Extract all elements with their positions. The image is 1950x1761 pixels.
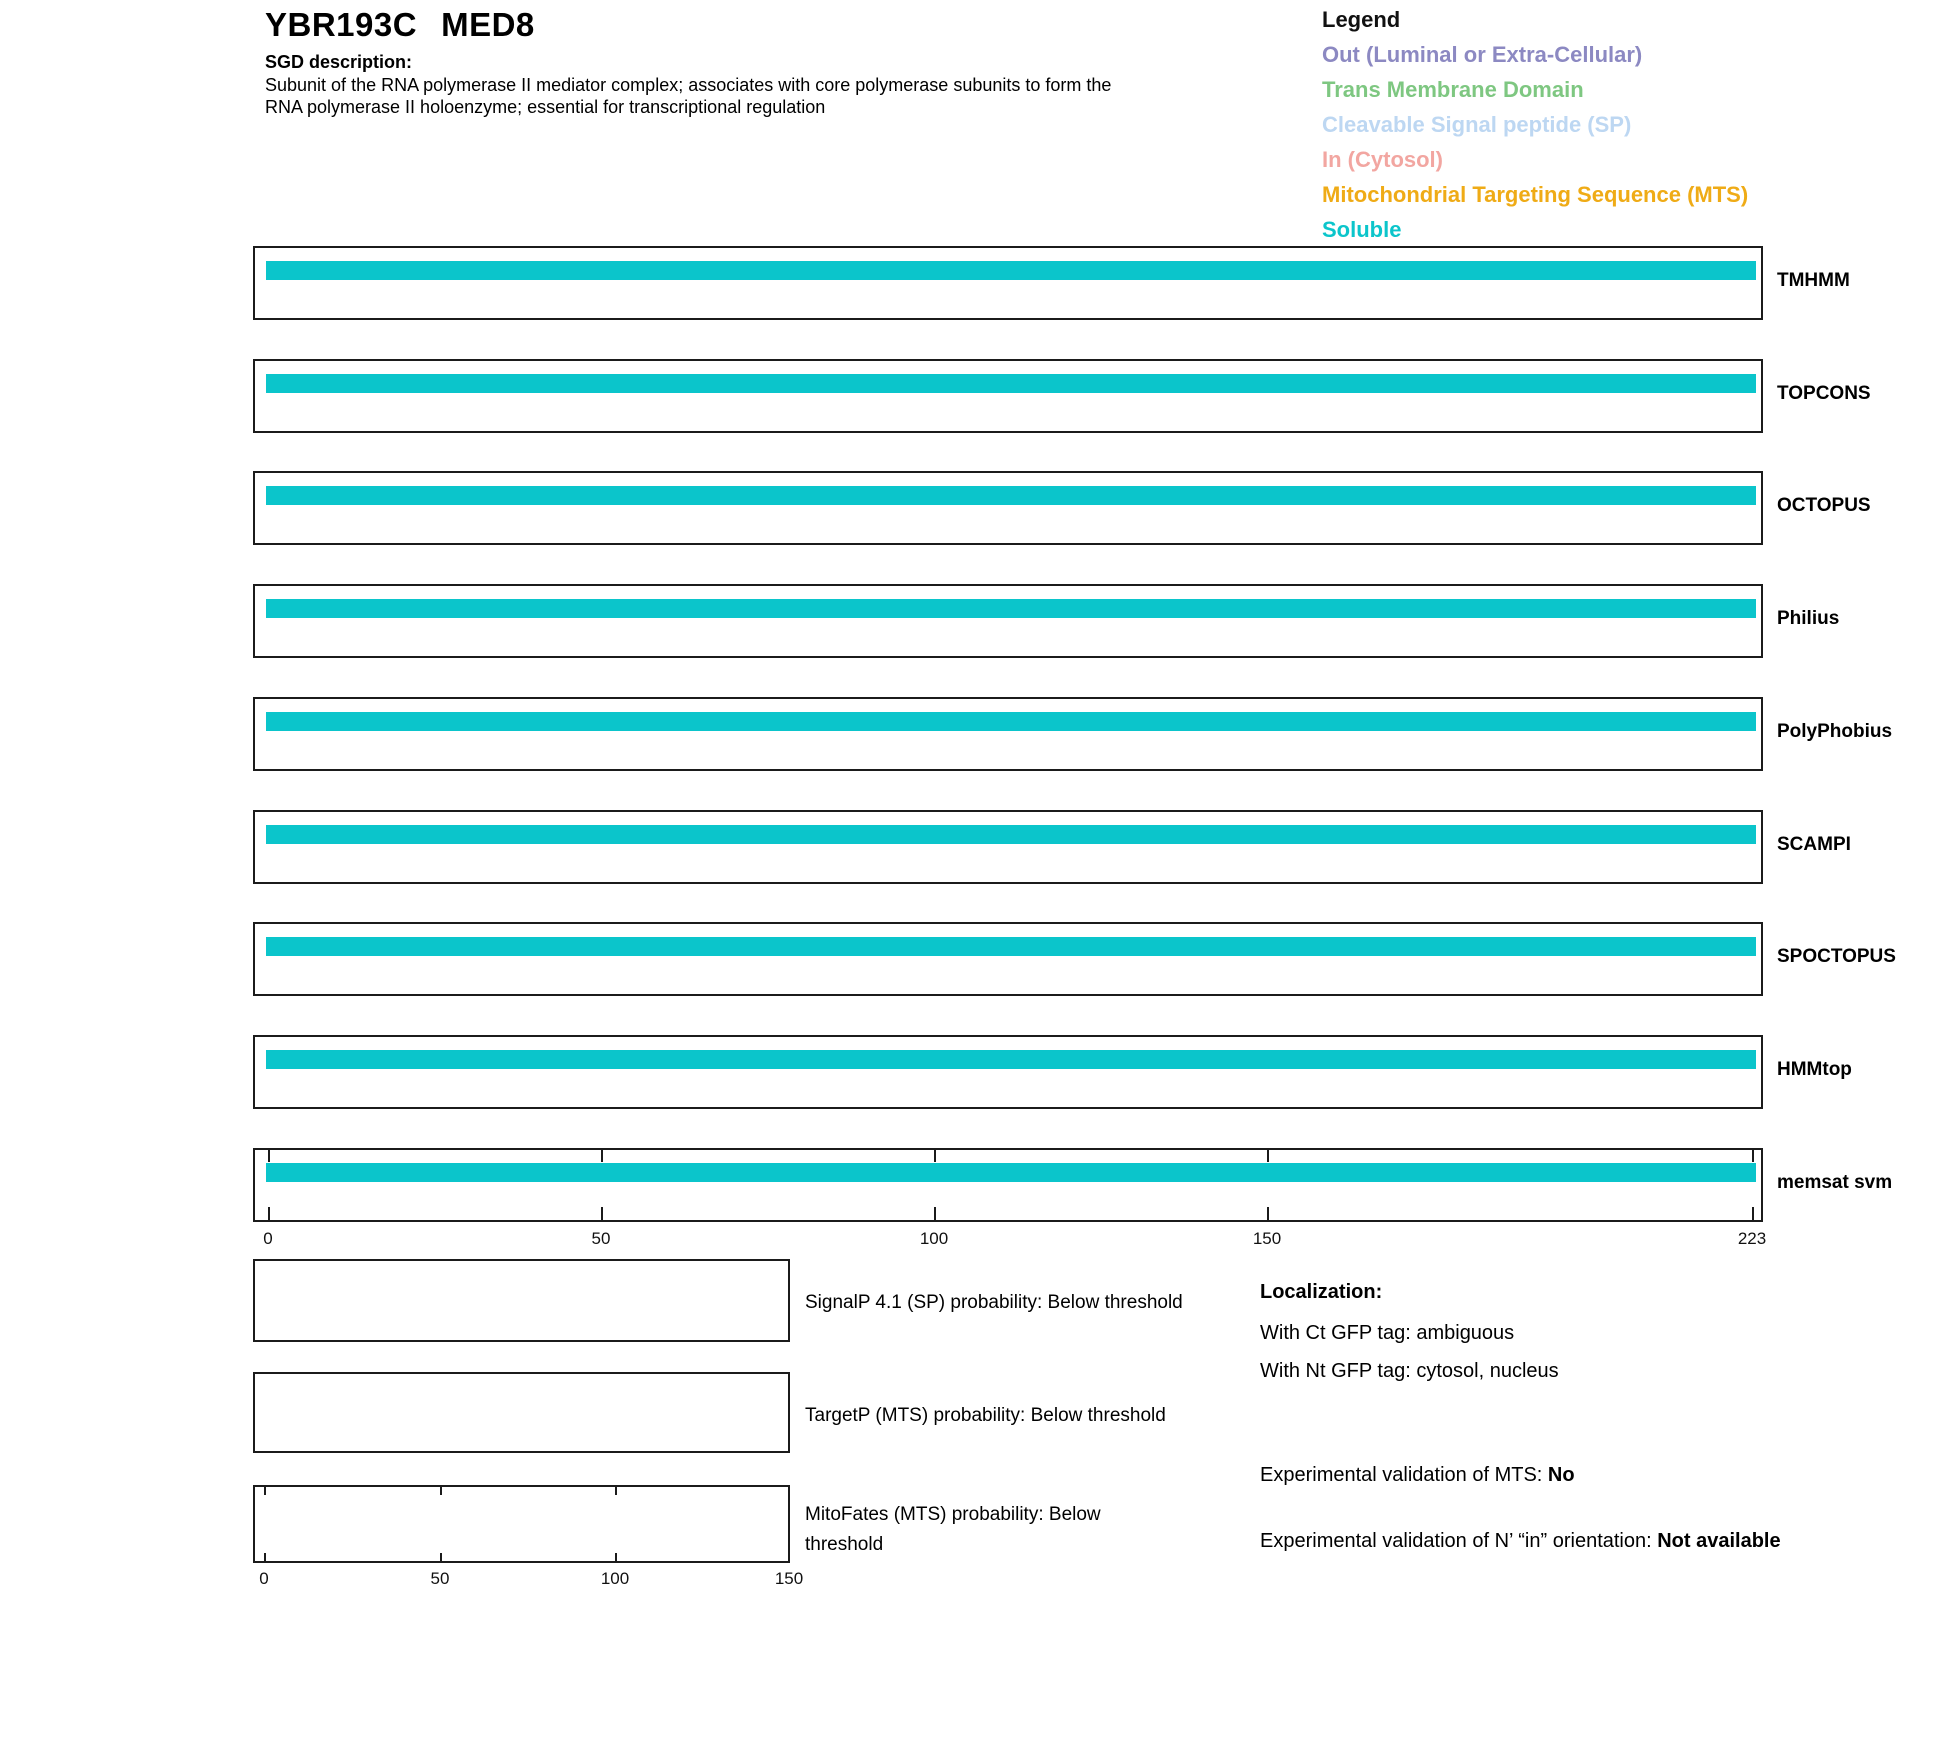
axis-tick-mark: [601, 1150, 603, 1162]
track-plot-box: [253, 246, 1763, 320]
main-axis-tick-223: 223: [1737, 1229, 1767, 1248]
page-title: [265, 6, 535, 44]
track-plot-box: [253, 810, 1763, 884]
track-row-polyphobius: [0, 697, 1950, 771]
axis-tick-mark: [934, 1150, 936, 1162]
mts-validation-text: Experimental validation of MTS:: [1260, 1464, 1548, 1486]
axis-tick-mark: [440, 1553, 442, 1561]
axis-tick-mark: [268, 1150, 270, 1162]
sgd-description-text: [265, 74, 1285, 118]
track-row-tmhmm: [0, 246, 1950, 320]
track-label-memsat-svm: memsat svm: [1777, 1172, 1893, 1193]
track-plot-box: [253, 471, 1763, 545]
track-label-octopus: OCTOPUS: [1777, 495, 1871, 516]
main-axis-tick-50: 50: [591, 1229, 611, 1248]
track-label-tmhmm: TMHMM: [1777, 270, 1850, 291]
prob-axis-tick-150: 150: [774, 1569, 804, 1588]
track-label-topcons: TOPCONS: [1777, 383, 1871, 404]
axis-tick-mark: [1752, 1207, 1754, 1220]
prob-axis-tick-50: 50: [430, 1569, 450, 1588]
track-label-scampi: SCAMPI: [1777, 834, 1851, 855]
track-row-topcons: [0, 359, 1950, 433]
track-plot-box: [253, 584, 1763, 658]
main-axis-tick-150: 150: [1252, 1229, 1282, 1248]
track-plot-box: [253, 1148, 1763, 1222]
soluble-bar: [266, 486, 1756, 505]
gene-name: MED8: [441, 6, 535, 43]
main-axis-tick-0: 0: [263, 1229, 273, 1248]
track-row-philius: [0, 584, 1950, 658]
signalp-plot-box: [253, 1259, 790, 1342]
track-plot-box: [253, 359, 1763, 433]
prob-axis-tick-0: 0: [259, 1569, 269, 1588]
legend-item-out: Out (Luminal or Extra-Cellular): [1322, 42, 1643, 67]
soluble-bar: [266, 937, 1756, 956]
mts-validation-value: No: [1547, 1464, 1575, 1486]
axis-tick-mark: [268, 1207, 270, 1220]
soluble-bar: [266, 825, 1756, 844]
sgd-description-line2: RNA polymerase II holoenzyme; essential for transcriptional regulation: [265, 97, 826, 117]
axis-tick-mark: [1267, 1150, 1269, 1162]
prob-axis-tick-100: 100: [600, 1569, 630, 1588]
axis-tick-mark: [1267, 1207, 1269, 1220]
localization-title: Localization:: [1260, 1281, 1383, 1303]
axis-tick-mark: [601, 1207, 603, 1220]
axis-tick-mark: [1752, 1150, 1754, 1162]
axis-tick-mark: [264, 1487, 266, 1495]
legend-item-tm: Trans Membrane Domain: [1322, 77, 1584, 102]
ct-gfp-line: With Ct GFP tag: ambiguous: [1260, 1322, 1515, 1344]
nt-gfp-line: With Nt GFP tag: cytosol, nucleus: [1260, 1360, 1559, 1382]
legend-item-soluble: Soluble: [1322, 217, 1402, 242]
legend-title: Legend: [1322, 7, 1401, 32]
track-row-spoctopus: [0, 922, 1950, 996]
track-row-memsat-svm: [0, 1148, 1950, 1222]
targetp-plot-box: [253, 1372, 790, 1453]
track-label-polyphobius: PolyPhobius: [1777, 721, 1893, 742]
track-plot-box: [253, 697, 1763, 771]
axis-tick-mark: [440, 1487, 442, 1495]
soluble-bar: [266, 1050, 1756, 1069]
track-label-hmmtop: HMMtop: [1777, 1059, 1852, 1080]
targetp-result-label: TargetP (MTS) probability: Below threshold: [805, 1405, 1166, 1426]
mitofates-result-label: MitoFates (MTS) probability: Below threshold: [805, 1504, 1101, 1555]
signalp-result-label: SignalP 4.1 (SP) probability: Below threshold: [805, 1292, 1183, 1313]
legend: [1322, 2, 1748, 247]
soluble-bar: [266, 374, 1756, 393]
track-row-hmmtop: [0, 1035, 1950, 1109]
orientation-validation-line: [1260, 1525, 1790, 1557]
sgd-description-line1: Subunit of the RNA polymerase II mediator complex; associates with core polymerase subunits to form the: [265, 75, 1112, 95]
track-plot-box: [253, 1035, 1763, 1109]
track-plot-box: [253, 922, 1763, 996]
axis-tick-mark: [615, 1487, 617, 1495]
axis-tick-mark: [934, 1207, 936, 1220]
track-row-octopus: [0, 471, 1950, 545]
legend-item-sp: Cleavable Signal peptide (SP): [1322, 112, 1632, 137]
track-label-philius: Philius: [1777, 608, 1840, 629]
mts-validation-line: [1260, 1459, 1790, 1491]
soluble-bar: [266, 1163, 1756, 1182]
orientation-validation-value: Not available: [1657, 1530, 1781, 1552]
axis-tick-mark: [264, 1553, 266, 1561]
sgd-description-label: SGD description:: [265, 52, 413, 72]
main-axis-tick-100: 100: [919, 1229, 949, 1248]
soluble-bar: [266, 599, 1756, 618]
track-row-scampi: [0, 810, 1950, 884]
mitofates-plot-box: [253, 1485, 790, 1563]
soluble-bar: [266, 261, 1756, 280]
legend-item-mts: Mitochondrial Targeting Sequence (MTS): [1322, 182, 1749, 207]
legend-item-in: In (Cytosol): [1322, 147, 1443, 172]
orientation-validation-text: Experimental validation of N’ “in” orientation:: [1260, 1530, 1658, 1552]
track-label-spoctopus: SPOCTOPUS: [1777, 946, 1896, 967]
soluble-bar: [266, 712, 1756, 731]
orf-name: YBR193C: [265, 6, 418, 43]
axis-tick-mark: [615, 1553, 617, 1561]
